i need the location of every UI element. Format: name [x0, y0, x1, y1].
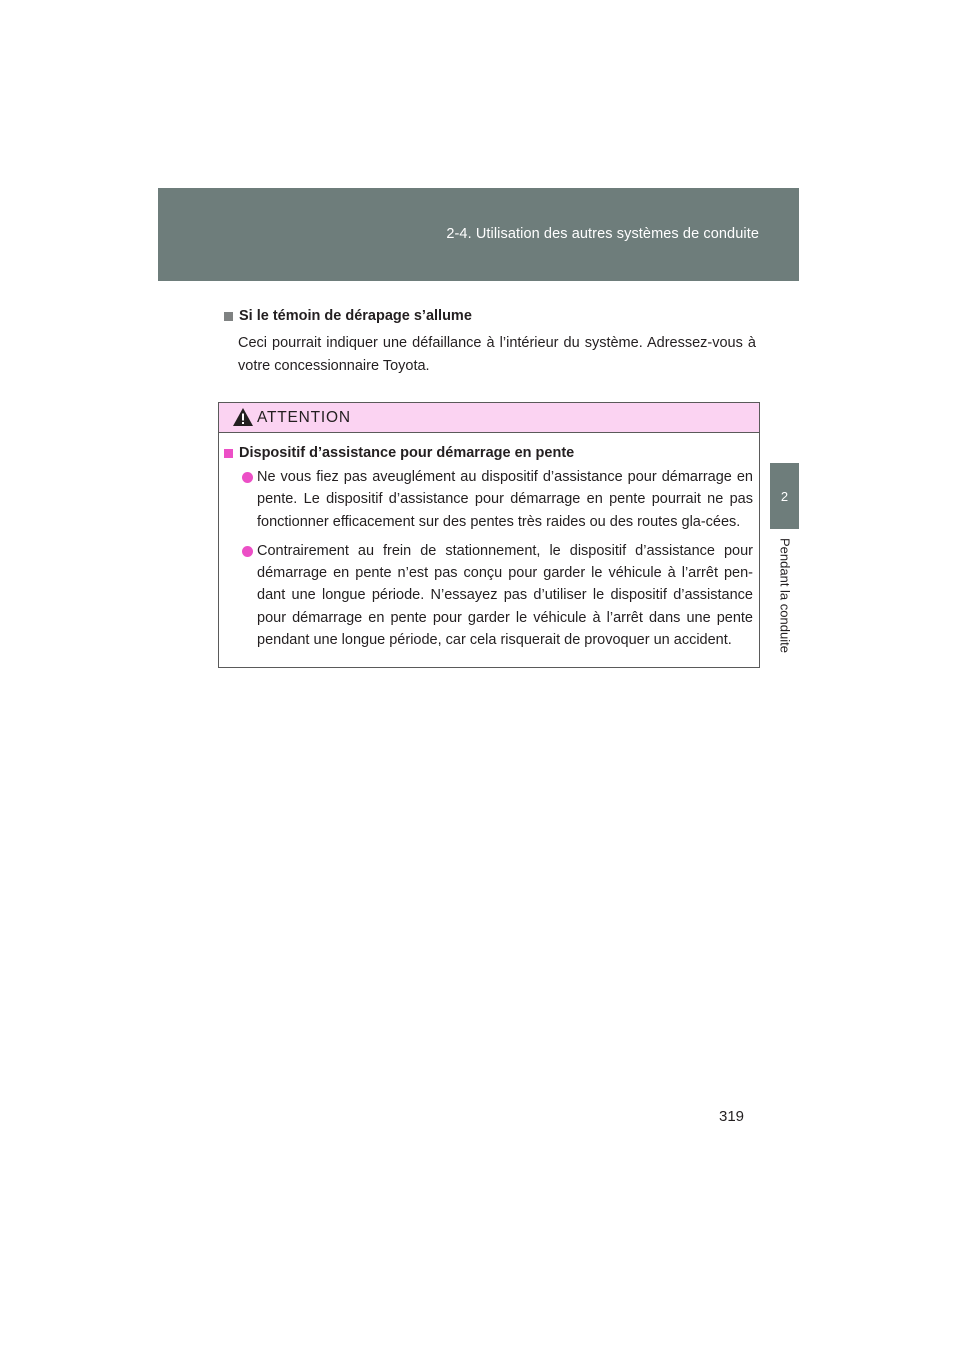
square-bullet-icon — [224, 449, 233, 458]
section-body: Ceci pourrait indiquer une défaillance à l’intérieur du système. Adressez-vous à votre concessionnaire Toyota. — [238, 335, 756, 374]
section-heading-text: Si le témoin de dérapage s’allume — [239, 308, 472, 324]
square-bullet-icon — [224, 312, 233, 321]
warning-content — [219, 433, 759, 651]
page-number: 319 — [719, 1108, 745, 1125]
warning-triangle-icon — [232, 407, 254, 427]
info-section — [224, 308, 756, 378]
warning-box — [218, 402, 760, 668]
warning-bullet — [224, 466, 753, 533]
side-tab-label-container — [774, 538, 796, 668]
warning-bullet-text: Contrairement au frein de stationnement, le dispositif d’assistance pour démarrage en pente n’est pas conçu pour garder le véhicule à l’arrêt pen-dant une longue période. N’essayez pas d’utiliser le dispositif d’assistance pour démarrage en pente pour garder le véhicule à l’arrêt dans une pente pendant une longue période, car cela risquerait de provoquer un accident. — [257, 542, 753, 649]
side-tab-label: Pendant la conduite — [777, 538, 793, 653]
warning-title: ATTENTION — [257, 409, 351, 426]
warning-subheading-text: Dispositif d’assistance pour démarrage en pente — [239, 445, 575, 461]
round-bullet-icon — [242, 472, 253, 483]
warning-bullet-text: Ne vous fiez pas aveuglément au dispositif d’assistance pour démarrage en pente. Le dispositif d’assistance pour démarrage en pente pourrait ne pas fonctionner efficacement sur des pentes très raides ou des routes gla-cées. — [257, 469, 753, 530]
round-bullet-icon — [242, 546, 253, 557]
warning-header — [219, 403, 759, 433]
warning-subheading — [224, 445, 753, 461]
chapter-title: 2-4. Utilisation des autres systèmes de conduite — [446, 226, 759, 242]
section-heading — [224, 308, 756, 324]
warning-bullet — [224, 540, 753, 651]
side-tab-number: 2 — [770, 463, 799, 529]
header-band — [158, 188, 799, 281]
